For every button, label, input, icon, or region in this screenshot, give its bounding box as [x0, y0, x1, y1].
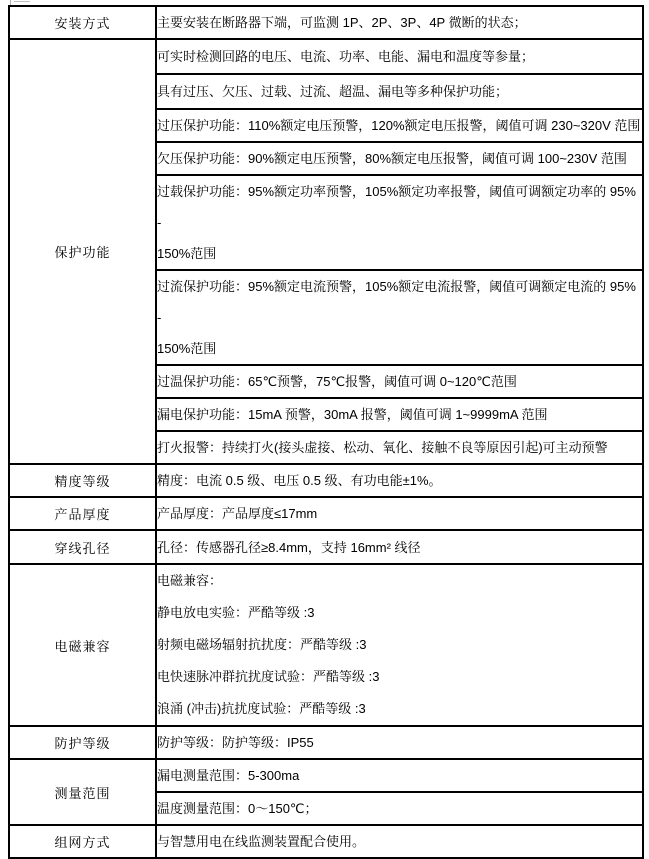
spec-text-line: 过流保护功能：95%额定电流预警，105%额定电流报警，阈值可调额定电流的 95% -	[157, 279, 636, 325]
table-row	[9, 497, 643, 530]
row-label-installation-method: 安装方式	[9, 6, 156, 39]
row-label-accuracy-class: 精度等级	[9, 464, 156, 497]
table-row	[9, 759, 643, 792]
row-label-product-thickness: 产品厚度	[9, 497, 156, 530]
spec-text-line: 主要安装在断路器下端，可监测 1P、2P、3P、4P 微断的状态；	[157, 15, 527, 30]
row-label-wire-hole-diameter: 穿线孔径	[9, 530, 156, 564]
table-row	[9, 6, 643, 39]
spec-table	[8, 5, 644, 859]
row-label-protection-rating: 防护等级	[9, 726, 156, 759]
spec-text-line: 过压保护功能：110%额定电压预警，120%额定电压报警，阈值可调 230~320V 范围	[157, 118, 641, 133]
spec-text-line: 欠压保护功能：90%额定电压预警，80%额定电压报警，阈值可调 100~230V 范围	[157, 151, 627, 166]
spec-arc-alarm	[156, 431, 643, 464]
spec-text-line: 浪涌 (冲击)抗扰度试验：严酷等级 :3	[157, 701, 366, 716]
row-label-networking-method: 组网方式	[9, 825, 156, 858]
spec-overcurrent-protection	[156, 270, 643, 365]
spec-ip-rating	[156, 726, 643, 759]
row-label-emc: 电磁兼容	[9, 564, 156, 726]
spec-networking	[156, 825, 643, 858]
spec-text-line: 过载保护功能：95%额定功率预警，105%额定功率报警，阈值可调额定功率的 95% -	[157, 184, 636, 230]
spec-protection-overview	[156, 74, 643, 109]
spec-overload-protection	[156, 175, 643, 270]
spec-text-line: 电磁兼容：	[157, 573, 223, 588]
spec-leakage-protection	[156, 398, 643, 431]
spec-text-line: 射频电磁场辐射抗扰度：严酷等级 :3	[157, 637, 367, 652]
table-row	[9, 39, 643, 74]
spec-text-line: 150%范围	[157, 246, 217, 261]
spec-temperature-range	[156, 792, 643, 825]
spec-text-line: 精度：电流 0.5 级、电压 0.5 级、有功电能±1%。	[157, 473, 442, 488]
spec-text-line: 产品厚度：产品厚度≤17mm	[157, 506, 318, 521]
table-row	[9, 530, 643, 564]
spec-text-line: 与智慧用电在线监测装置配合使用。	[157, 834, 366, 849]
spec-text-line: 具有过压、欠压、过载、过流、超温、漏电等多种保护功能；	[157, 84, 509, 99]
table-anchor-artifact	[14, 1, 30, 2]
row-label-protection-functions: 保护功能	[9, 39, 156, 464]
spec-text-line: 静电放电实验：严酷等级 :3	[157, 605, 315, 620]
spec-text-line: 电快速脉冲群抗扰度试验：严酷等级 :3	[157, 669, 380, 684]
spec-installation-method	[156, 6, 643, 39]
spec-overvoltage-protection	[156, 109, 643, 142]
spec-text-line: 漏电保护功能：15mA 预警，30mA 报警，阈值可调 1~9999mA 范围	[157, 407, 548, 422]
spec-overtemperature-protection	[156, 365, 643, 398]
spec-accuracy	[156, 464, 643, 497]
row-label-measurement-range: 测量范围	[9, 759, 156, 825]
spec-thickness	[156, 497, 643, 530]
spec-text-line: 孔径：传感器孔径≥8.4mm，支持 16mm² 线径	[157, 539, 421, 555]
spec-hole-diameter	[156, 530, 643, 564]
spec-text-line: 打火报警：持续打火(接头虚接、松动、氧化、接触不良等原因引起)可主动预警	[157, 440, 608, 455]
spec-emc-tests	[156, 564, 643, 726]
table-row	[9, 726, 643, 759]
spec-text-line: 温度测量范围：0～150℃；	[157, 801, 318, 816]
table-row	[9, 564, 643, 726]
spec-text-line: 漏电测量范围：5-300ma	[157, 768, 300, 783]
spec-text-line: 150%范围	[157, 341, 217, 356]
spec-text-line: 可实时检测回路的电压、电流、功率、电能、漏电和温度等参量；	[157, 49, 535, 64]
spec-text-line: 防护等级：防护等级：IP55	[157, 735, 314, 750]
table-row	[9, 464, 643, 497]
spec-text-line: 过温保护功能：65℃预警，75℃报警，阈值可调 0~120℃范围	[157, 374, 517, 389]
table-row	[9, 825, 643, 858]
spec-leakage-range	[156, 759, 643, 792]
spec-realtime-monitoring	[156, 39, 643, 74]
spec-undervoltage-protection	[156, 142, 643, 175]
